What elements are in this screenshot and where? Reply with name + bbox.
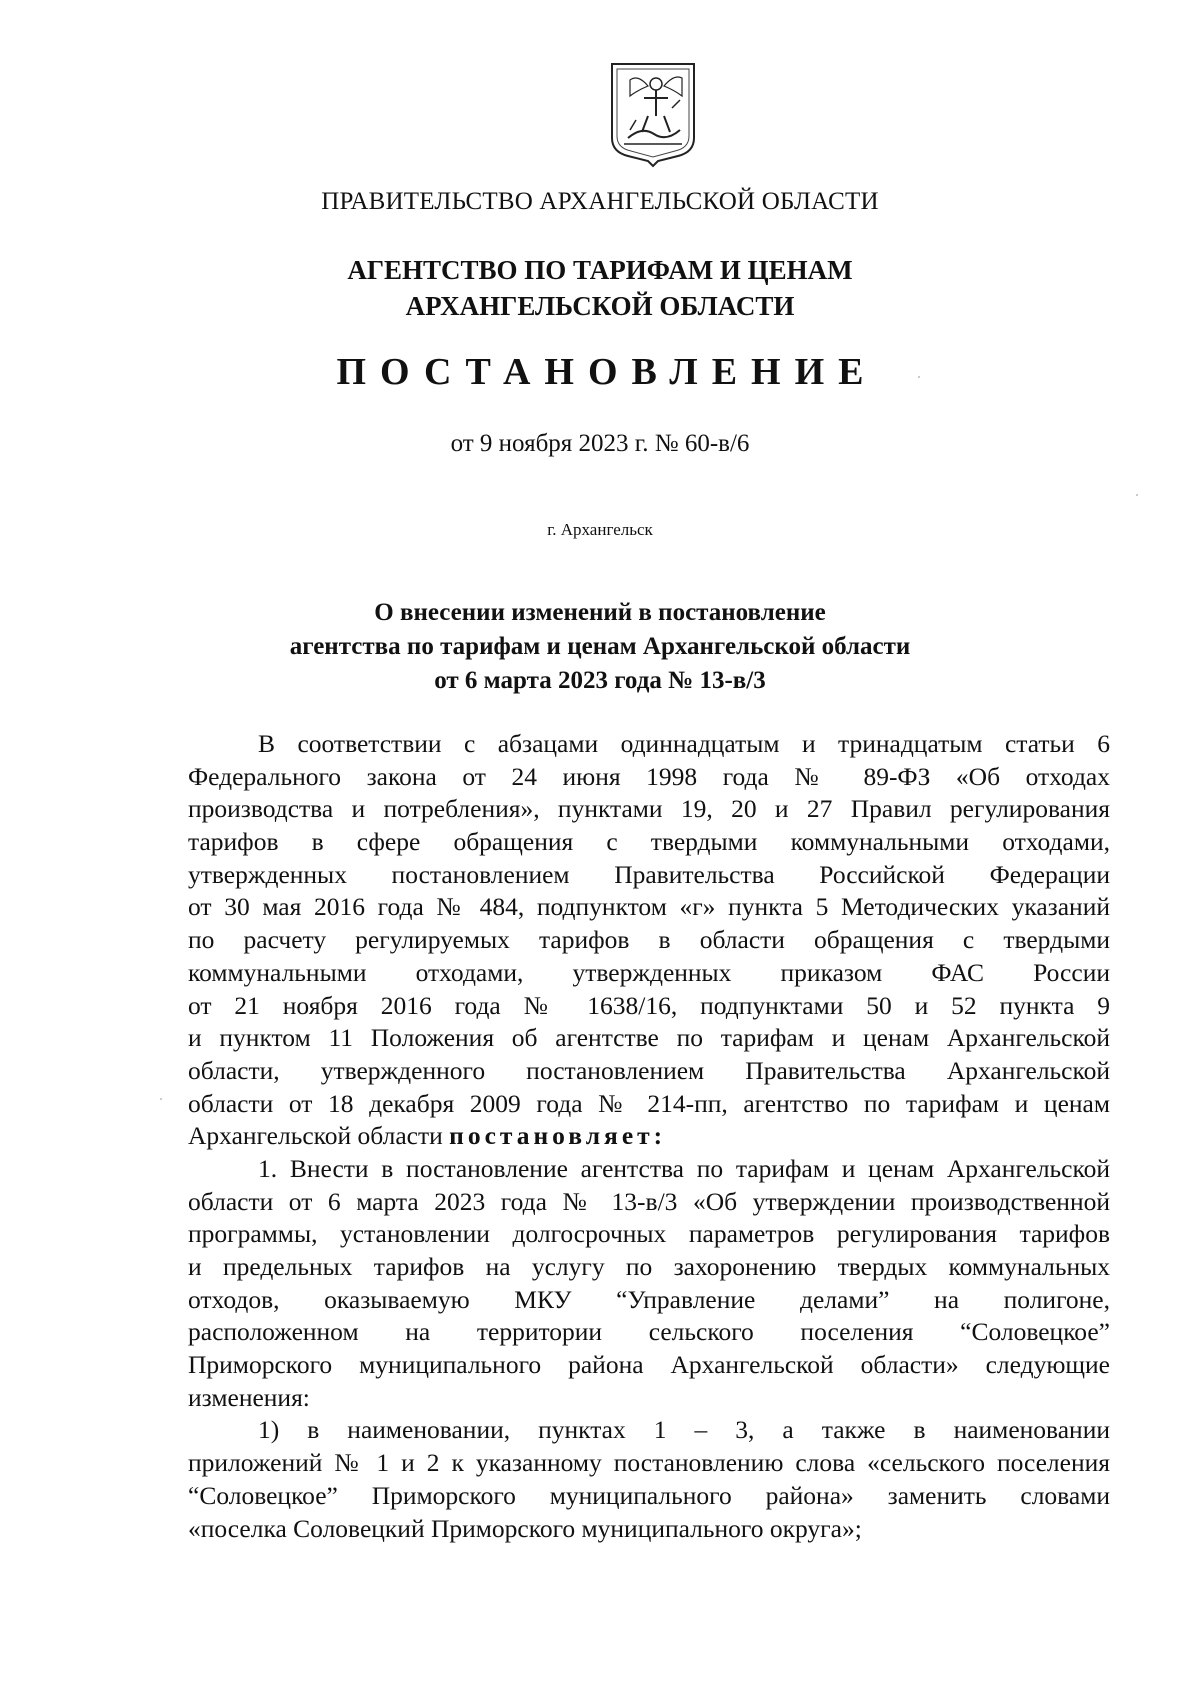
scan-speck	[918, 376, 920, 378]
preamble-line: Федерального закона от 24 июня 1998 года № 89-ФЗ «Об отходах	[188, 761, 1110, 791]
preamble-line: тарифов в сфере обращения с твердыми коммунальными отходами,	[188, 827, 1110, 857]
preamble-line: от 30 мая 2016 года № 484, подпунктом «г» пункта 5 Методических указаний	[188, 892, 1110, 922]
document-subject	[0, 596, 1200, 698]
preamble-line: коммунальными отходами, утвержденных приказом ФАС России	[188, 957, 1110, 987]
item1-line: 1. Внести в постановление агентства по тарифам и ценам Архангельской	[258, 1153, 1110, 1183]
document-type: ПОСТАНОВЛЕНИЕ	[336, 351, 878, 393]
preamble-line: от 21 ноября 2016 года № 1638/16, подпунктами 50 и 52 пункта 9	[188, 990, 1110, 1020]
coat-of-arms-emblem	[608, 60, 698, 168]
item1-line: Приморского муниципального района Архангельской области» следующие	[188, 1350, 1110, 1380]
preamble-line: и пунктом 11 Положения об агентстве по тарифам и ценам Архангельской	[188, 1023, 1110, 1053]
document-city: г. Архангельск	[547, 520, 653, 539]
subitem1-line: “Соловецкое” Приморского муниципального района» заменить словами	[188, 1480, 1110, 1510]
preamble-line: области, утвержденного постановлением Правительства Архангельской	[188, 1055, 1110, 1085]
preamble-line: производства и потребления», пунктами 19, 20 и 27 Правил регулирования	[188, 794, 1110, 824]
government-name: ПРАВИТЕЛЬСТВО АРХАНГЕЛЬСКОЙ ОБЛАСТИ	[321, 188, 879, 215]
document-date-number: от 9 ноября 2023 г. № 60-в/6	[450, 430, 750, 457]
agency-name-line: АГЕНТСТВО ПО ТАРИФАМ И ЦЕНАМ	[347, 255, 853, 285]
item1-line: отходов, оказываемую МКУ “Управление делами” на полигоне,	[188, 1284, 1110, 1314]
scan-speck	[160, 1098, 162, 1100]
agency-name-line: АРХАНГЕЛЬСКОЙ ОБЛАСТИ	[405, 291, 795, 321]
preamble-line: утвержденных постановлением Правительства Российской Федерации	[188, 859, 1110, 889]
item1-line: расположенном на территории сельского поселения “Соловецкое”	[188, 1317, 1110, 1347]
item1-last-line: изменения:	[188, 1382, 310, 1412]
subject-line: агентства по тарифам и ценам Архангельской области	[289, 633, 911, 660]
preamble-line: В соответствии с абзацами одиннадцатым и тринадцатым статьи 6	[258, 729, 1110, 758]
preamble-last-text: Архангельской области	[188, 1121, 443, 1151]
subitem1-line: 1) в наименовании, пунктах 1 – 3, а также в наименовании	[258, 1415, 1110, 1445]
decree-word: постановляет:	[449, 1121, 667, 1151]
preamble-line: области от 18 декабря 2009 года № 214-пп, агентство по тарифам и ценам	[188, 1088, 1110, 1118]
preamble-line: по расчету регулируемых тарифов в области обращения с твердыми	[188, 925, 1110, 955]
subject-line: от 6 марта 2023 года № 13-в/3	[434, 667, 766, 694]
scan-speck	[1136, 494, 1138, 496]
subject-line: О внесении изменений в постановление	[374, 599, 826, 626]
item1-line: программы, установлении долгосрочных параметров регулирования тарифов	[188, 1219, 1110, 1249]
item1-line: области от 6 марта 2023 года № 13-в/3 «Об утверждении производственной	[188, 1186, 1110, 1216]
subitem1-line: приложений № 1 и 2 к указанному постановлению слова «сельского поселения	[188, 1448, 1110, 1478]
preamble-final-line	[188, 1120, 1110, 1153]
document-body	[188, 728, 1110, 1545]
item1-line: и предельных тарифов на услугу по захоронению твердых коммунальных	[188, 1252, 1110, 1281]
agency-name	[0, 252, 1200, 324]
subitem1-last-line: «поселка Соловецкий Приморского муниципального округа»;	[188, 1513, 862, 1543]
